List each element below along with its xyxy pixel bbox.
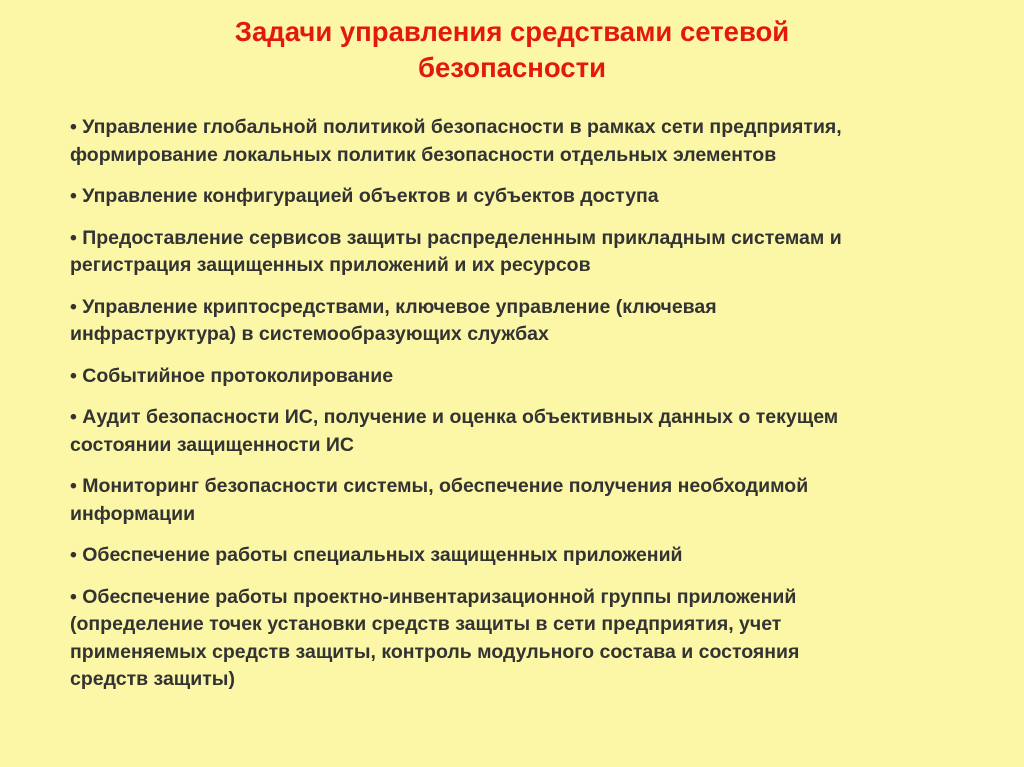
slide-title: Задачи управления средствами сетевой безопасности xyxy=(234,16,790,83)
bullet-item-protected-apps: • Обеспечение работы специальных защищенных приложений xyxy=(70,544,683,566)
bullet-item-crypto-management: • Управление криптосредствами, ключевое управление (ключевая инфраструктура) в системообразующих службах xyxy=(70,295,717,345)
bullet-item-monitoring: • Мониторинг безопасности системы, обеспечение получения необходимой информации xyxy=(70,475,809,525)
bullet-item-inventory-group: • Обеспечение работы проектно-инвентаризационной группы приложений (определение точек установки средств защиты в сети предприятия, учет применяемых средств защиты, контроль модульного состава и состояния средств защиты) xyxy=(70,585,800,690)
bullet-item-security-audit: • Аудит безопасности ИС, получение и оценка объективных данных о текущем состоянии защищенности ИС xyxy=(70,406,839,456)
bullet-list xyxy=(70,114,1000,708)
bullet-item-access-config: • Управление конфигурацией объектов и субъектов доступа xyxy=(70,185,659,207)
bullet-item-event-logging: • Событийное протоколирование xyxy=(70,364,394,387)
bullet-item-protection-services: • Предоставление сервисов защиты распределенным прикладным системам и регистрация защищенных приложений и их ресурсов xyxy=(70,226,842,276)
bullet-item-global-policy: • Управление глобальной политикой безопасности в рамках сети предприятия, формирование локальных политик безопасности отдельных элементов xyxy=(70,116,842,166)
